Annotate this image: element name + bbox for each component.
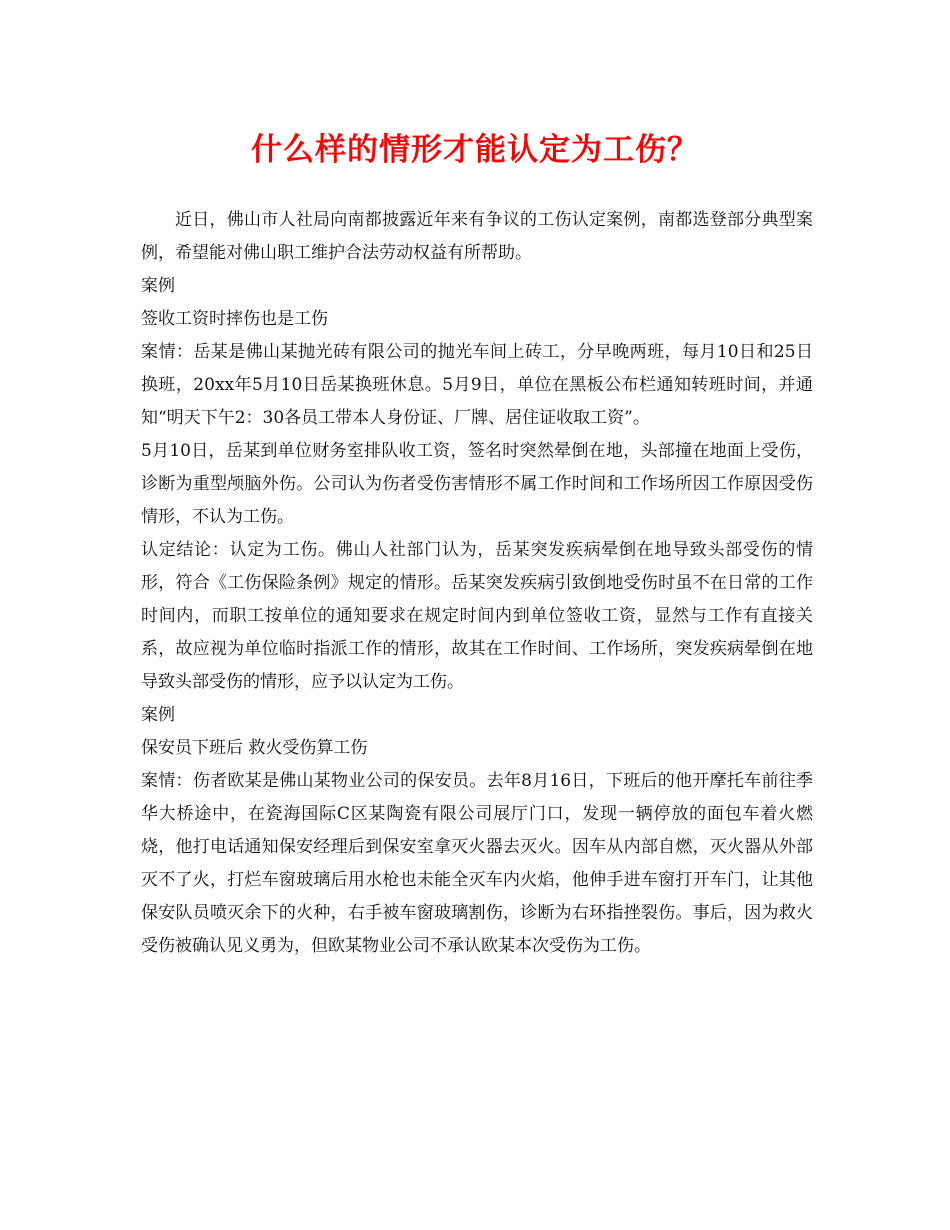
case-heading: 签收工资时摔伤也是工伤 (141, 309, 328, 329)
case-label: 案例 (141, 705, 175, 725)
document-title: 什么样的情形才能认定为工伤？ (251, 132, 699, 168)
document-body (141, 204, 813, 963)
paragraph-case-incident: 5月10日，岳某到单位财务室排队收工资，签名时突然晕倒在地，头部撞在地面上受伤，诊断为重型颅脑外伤。公司认为伤者受伤害情形不属工作时间和工作场所因工作原因受伤情形，不认为工伤。 (141, 441, 813, 527)
paragraph-case-conclusion: 认定结论：认定为工伤。佛山人社部门认为，岳某突发疾病晕倒在地导致头部受伤的情形，符合《工伤保险条例》规定的情形。岳某突发疾病引致倒地受伤时虽不在日常的工作时间内，而职工按单位的通知要求在规定时间内到单位签收工资，显然与工作有直接关系，故应视为单位临时指派工作的情形，故其在工作时间、工作场所，突发疾病晕倒在地导致头部受伤的情形，应予以认定为工伤。 (141, 540, 813, 692)
paragraph-case-facts: 案情：岳某是佛山某抛光砖有限公司的抛光车间上砖工，分早晚两班，每月10日和25日换班，20xx年5月10日岳某换班休息。5月9日，单位在黑板公布栏通知转班时间，并通知“明天下午2：30各员工带本人身份证、厂牌、居住证收取工资”。 (141, 342, 813, 428)
paragraph-case-facts: 案情：伤者欧某是佛山某物业公司的保安员。去年8月16日，下班后的他开摩托车前往季华大桥途中，在瓷海国际C区某陶瓷有限公司展厅门口，发现一辆停放的面包车着火燃烧，他打电话通知保安经理后到保安室拿灭火器去灭火。因车从内部自燃，灭火器从外部灭不了火，打烂车窗玻璃后用水枪也未能全灭车内火焰，他伸手进车窗打开车门，让其他保安队员喷灭余下的火种，右手被车窗玻璃割伤，诊断为右环指挫裂伤。事后，因为救火受伤被确认见义勇为，但欧某物业公司不承认欧某本次受伤为工伤。 (141, 771, 813, 956)
case-heading: 保安员下班后 救火受伤算工伤 (141, 738, 368, 758)
case-label: 案例 (141, 276, 175, 296)
paragraph-intro: 近日，佛山市人社局向南都披露近年来有争议的工伤认定案例，南都选登部分典型案例，希望能对佛山职工维护合法劳动权益有所帮助。 (141, 210, 813, 263)
